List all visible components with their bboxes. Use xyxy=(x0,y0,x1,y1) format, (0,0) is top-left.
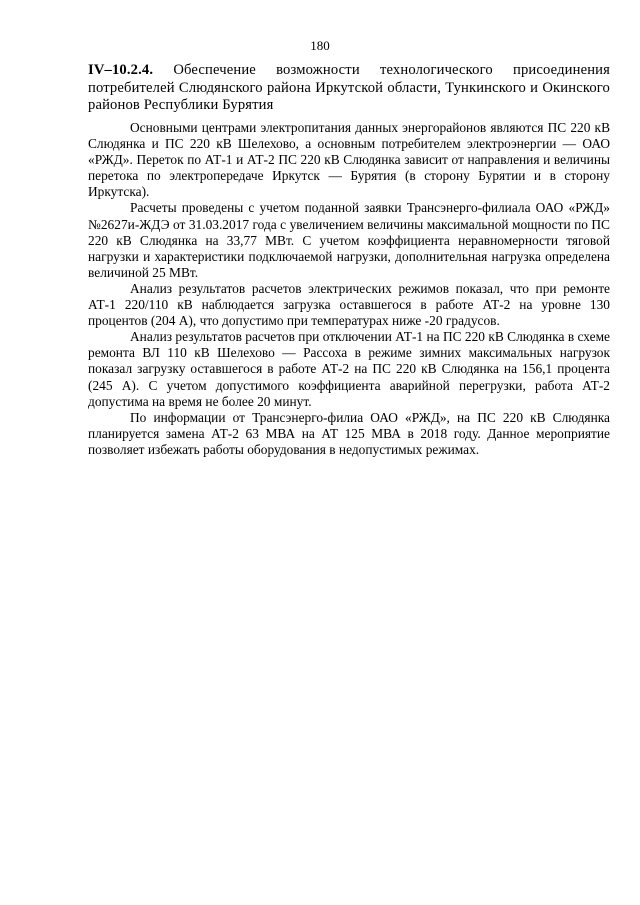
section-number: IV–10.2.4. xyxy=(88,62,154,78)
paragraph: Расчеты проведены с учетом поданной заявки Трансэнерго-филиала ОАО «РЖД» №2627и-ЖДЭ от 31.03.2017 года с увеличением величины максимальной мощности по ПС 220 кВ Слюдянка на 33,77 МВт. С учетом коэффициента неравномерности тяговой нагрузки и характеристики подключаемой нагрузки, дополнительная нагрузка определена величиной 25 МВт. xyxy=(88,200,610,280)
paragraph: Анализ результатов расчетов при отключении АТ-1 на ПС 220 кВ Слюдянка в схеме ремонта ВЛ 110 кВ Шелехово — Рассоха в режиме зимних максимальных нагрузок показал загрузку оставшегося в работе АТ-2 на ПС 220 кВ Слюдянка на 156,1 процента (245 А). С учетом допустимого коэффициента аварийной перегрузки, работа АТ-2 допустима на время не более 20 минут. xyxy=(88,329,610,409)
section-body xyxy=(88,120,610,458)
section-heading xyxy=(88,62,610,115)
paragraph: По информации от Трансэнерго-филиа ОАО «РЖД», на ПС 220 кВ Слюдянка планируется замена АТ-2 63 МВА на АТ 125 МВА в 2018 году. Данное мероприятие позволяет избежать работы оборудования в недопустимых режимах. xyxy=(88,409,610,457)
page-number: 180 xyxy=(310,38,330,53)
section-title: Обеспечение возможности технологического присоединения потребителей Слюдянского района Иркутской области, Тункинского и Окинского районов Республики Бурятия xyxy=(88,62,610,113)
paragraph: Анализ результатов расчетов электрических режимов показал, что при ремонте АТ-1 220/110 кВ наблюдается загрузка оставшегося в работе АТ-2 на уровне 130 процентов (204 А), что допустимо при температурах ниже -20 градусов. xyxy=(88,280,610,329)
paragraph: Основными центрами электропитания данных энергорайонов являются ПС 220 кВ Слюдянка и ПС 220 кВ Шелехово, а основным потребителем электроэнергии — ОАО «РЖД». Переток по АТ-1 и АТ-2 ПС 220 кВ Слюдянка зависит от направления и величины перетока по электропередаче Иркутск — Бурятия (в сторону Бурятии и в сторону Иркутска). xyxy=(88,120,610,200)
